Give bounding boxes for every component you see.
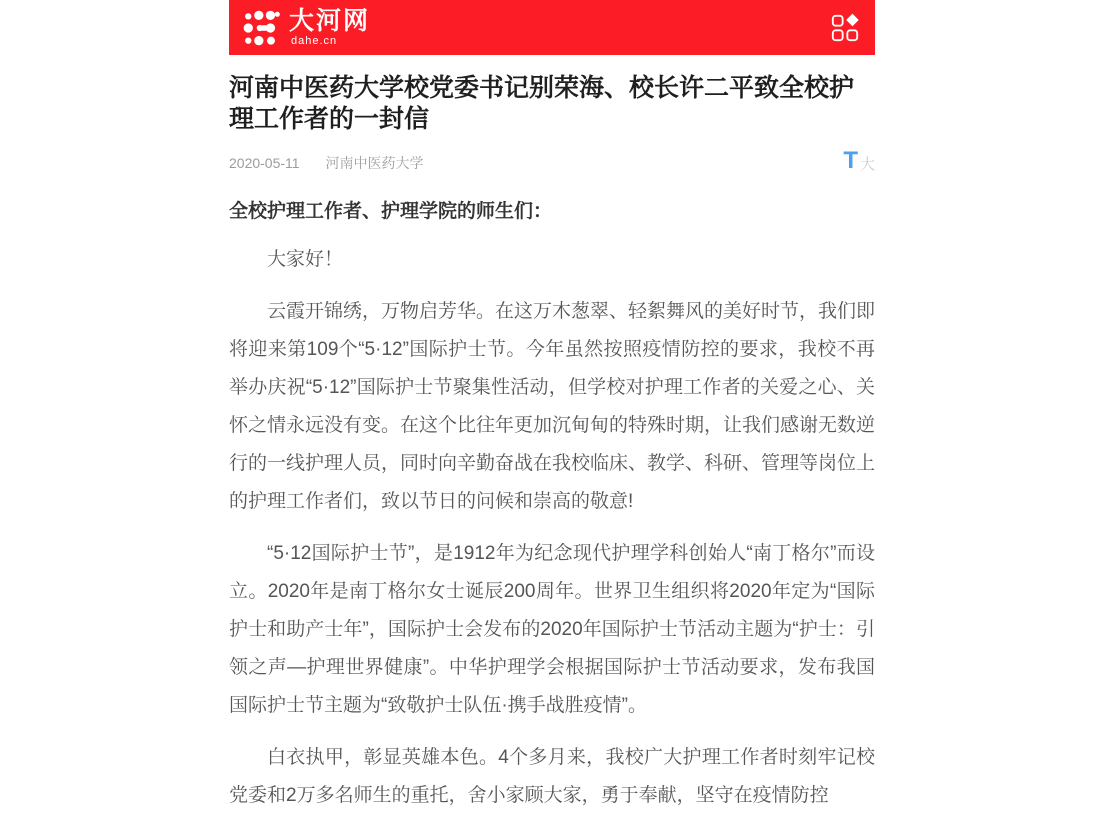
article-meta <box>229 153 423 173</box>
article-meta-row <box>229 149 875 173</box>
font-size-control[interactable] <box>843 149 875 173</box>
publish-date: 2020-05-11 <box>229 155 300 171</box>
font-size-large-label: 大 <box>859 155 875 173</box>
salutation: 全校护理工作者、护理学院的师生们： <box>229 201 553 222</box>
article-source: 河南中医药大学 <box>325 155 424 171</box>
dahe-logo[interactable] <box>243 6 371 47</box>
apps-grid-icon <box>830 13 860 43</box>
paragraph: 大家好！ <box>267 249 344 270</box>
article-body <box>229 197 875 815</box>
paragraph: “5·12国际护士节”，是1912年为纪念现代护理学科创始人“南丁格尔”而设立。2020年是南丁格尔女士诞辰200周年。世界卫生组织将2020年定为“国际护士和助产士年”，国际护士会发布的2020年国际护士节活动主题为“护士：引领之声—护理世界健康”。中华护理学会根据国际护士节活动要求，发布我国国际护士节主题为“致敬护士队伍·携手战胜疫情”。 <box>229 543 875 716</box>
brand-name: 大河网 <box>289 6 371 35</box>
brand-domain: dahe.cn <box>291 34 338 47</box>
content-column <box>229 0 875 815</box>
paragraph: 白衣执甲，彰显英雄本色。4个多月来，我校广大护理工作者时刻牢记校党委和2万多名师生的重托，舍小家顾大家，勇于奉献，坚守在疫情防控 <box>229 747 875 806</box>
article-title: 河南中医药大学校党委书记别荣海、校长许二平致全校护理工作者的一封信 <box>229 74 855 133</box>
font-size-icon: T <box>843 147 858 174</box>
apps-menu-button[interactable] <box>829 12 861 44</box>
site-header <box>229 0 875 55</box>
dahe-dots-logo-icon <box>243 9 281 47</box>
brand-text <box>289 6 371 47</box>
paragraph: 云霞开锦绣，万物启芳华。在这万木葱翠、轻絮舞风的美好时节，我们即将迎来第109个“5·12”国际护士节。今年虽然按照疫情防控的要求，我校不再举办庆祝“5·12”国际护士节聚集性活动，但学校对护理工作者的关爱之心、关怀之情永远没有变。在这个比往年更加沉甸甸的特殊时期，让我们感谢无数逆行的一线护理人员，同时向辛勤奋战在我校临床、教学、科研、管理等岗位上的护理工作者们，致以节日的问候和崇高的敬意! <box>229 301 876 512</box>
